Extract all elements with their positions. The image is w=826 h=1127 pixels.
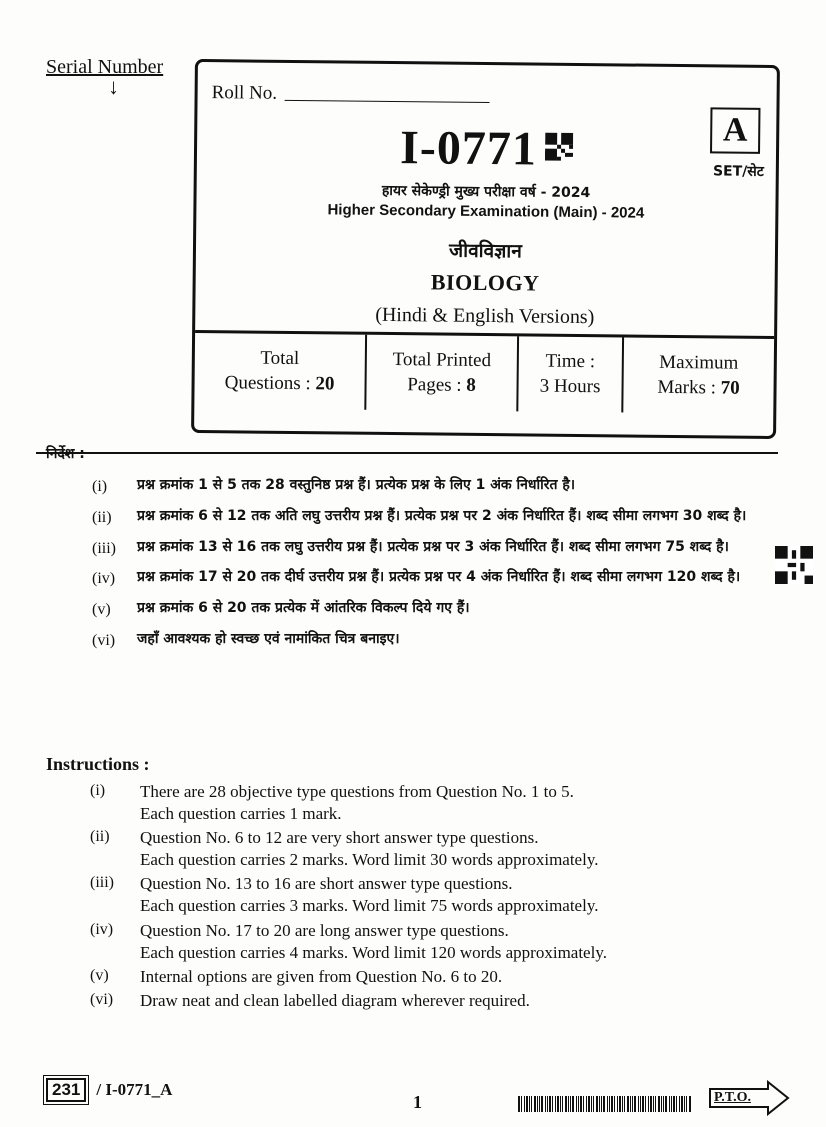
barcode-bar (673, 1096, 675, 1112)
item-number: (ii) (90, 828, 110, 846)
item-line: Each question carries 2 marks. Word limit 30 words approximately. (140, 850, 599, 870)
list-item (90, 920, 740, 964)
set-letter-box: A (710, 107, 760, 154)
list-item (92, 598, 792, 623)
barcode-bar (557, 1096, 559, 1112)
paper-code-text: I-0771 (399, 121, 538, 176)
versions-note: (Hindi & English Versions) (375, 303, 595, 329)
barcode-bar (648, 1096, 649, 1112)
barcode-bar (614, 1096, 615, 1112)
barcode-bar (671, 1096, 672, 1112)
subject-english: BIOLOGY (430, 269, 540, 296)
section-divider (36, 452, 778, 454)
item-text: प्रश्न क्रमांक 6 से 20 तक प्रत्येक में आंतरिक विकल्प दिये गए हैं। (137, 600, 470, 617)
barcode-bar (645, 1096, 646, 1112)
barcode-bar (658, 1096, 660, 1112)
list-item (92, 506, 792, 531)
qr-code-icon (545, 133, 573, 161)
barcode-bar (638, 1096, 639, 1112)
barcode-bar (547, 1096, 548, 1112)
barcode-icon (518, 1096, 694, 1112)
barcode-bar (570, 1096, 571, 1112)
barcode-bar (539, 1096, 540, 1112)
barcode-bar (537, 1096, 538, 1112)
total-pages-value: 8 (466, 374, 476, 396)
header-box (191, 59, 780, 439)
exam-title-hindi: हायर सेकेण्ड्री मुख्य परीक्षा वर्ष - 2024 (381, 182, 591, 202)
qr-code-icon (775, 546, 813, 584)
total-questions-cell (194, 333, 367, 410)
item-number: (v) (92, 601, 111, 619)
list-item (90, 873, 740, 917)
list-item (90, 966, 740, 988)
barcode-bar (596, 1096, 598, 1112)
barcode-bar (560, 1096, 561, 1112)
barcode-bar (521, 1096, 522, 1112)
max-marks-cell (623, 337, 774, 414)
item-text: जहाँ आवश्यक हो स्वच्छ एवं नामांकित चित्र बनाइए। (137, 630, 400, 647)
barcode-bar (622, 1096, 623, 1112)
paper-reference: / I-0771_A (96, 1080, 173, 1099)
barcode-bar (607, 1096, 608, 1112)
item-number: (iii) (90, 874, 114, 892)
barcode-bar (578, 1096, 579, 1112)
item-number: (v) (90, 966, 109, 984)
item-text: प्रश्न क्रमांक 13 से 16 तक लघु उत्तरीय प्रश्न हैं। प्रत्येक प्रश्न पर 3 अंक निर्धारित हैं। शब्द सीमा लगभग 75 शब्द है। (137, 538, 729, 555)
barcode-bar (603, 1096, 605, 1112)
item-number: (iii) (92, 539, 116, 557)
time-cell (518, 336, 624, 412)
item-number: (iv) (90, 920, 114, 938)
item-text: प्रश्न क्रमांक 17 से 20 तक दीर्घ उत्तरीय प्रश्न हैं। प्रत्येक प्रश्न पर 4 अंक निर्धारित हैं। शब्द सीमा लगभग 120 शब्द है। (137, 569, 741, 586)
time-label: Time : (545, 350, 596, 372)
barcode-bar (679, 1096, 680, 1112)
max-marks-value: 70 (720, 376, 740, 399)
barcode-bar (640, 1096, 641, 1112)
barcode-bar (681, 1096, 683, 1112)
page-number: 1 (413, 1092, 422, 1112)
barcode-bar (689, 1096, 691, 1112)
barcode-bar (665, 1096, 667, 1112)
list-item (90, 990, 740, 1012)
item-number: (ii) (92, 508, 112, 526)
barcode-bar (627, 1096, 629, 1112)
barcode-bar (619, 1096, 621, 1112)
barcode-bar (526, 1096, 528, 1112)
total-pages-cell (366, 335, 519, 412)
barcode-bar (650, 1096, 652, 1112)
max-marks-label: Maximum Marks : (657, 351, 739, 398)
barcode-bar (518, 1096, 520, 1112)
barcode-bar (599, 1096, 600, 1112)
barcode-bar (609, 1096, 610, 1112)
booklet-code-box: 231 (46, 1078, 86, 1102)
list-item (92, 629, 792, 654)
list-item (92, 567, 792, 592)
list-item (90, 781, 740, 825)
barcode-bar (617, 1096, 618, 1112)
barcode-bar (583, 1096, 584, 1112)
barcode-bar (588, 1096, 590, 1112)
list-item (92, 537, 792, 562)
item-line: Question No. 17 to 20 are long answer type questions. (140, 920, 509, 940)
footer-paper-code (46, 1078, 172, 1102)
item-line: Draw neat and clean labelled diagram wherever required. (140, 990, 530, 1010)
barcode-bar (524, 1096, 525, 1112)
barcode-bar (663, 1096, 664, 1112)
barcode-bar (572, 1096, 574, 1112)
barcode-bar (541, 1096, 543, 1112)
item-line: There are 28 objective type questions from Question No. 1 to 5. (140, 782, 574, 801)
item-number: (vi) (92, 631, 116, 649)
total-questions-label: Total Questions : (224, 347, 311, 394)
roll-number-label: Roll No. (211, 82, 278, 104)
barcode-bar (580, 1096, 582, 1112)
barcode-bar (642, 1096, 644, 1112)
exam-info-row (194, 330, 774, 414)
roll-number-line (285, 100, 490, 103)
barcode-bar (529, 1096, 530, 1112)
barcode-bar (545, 1096, 546, 1112)
item-line: Each question carries 3 marks. Word limit 75 words approximately. (140, 896, 599, 916)
barcode-bar (562, 1096, 563, 1112)
item-number: (iv) (92, 570, 116, 588)
down-arrow-icon: ↓ (108, 74, 119, 99)
barcode-bar (630, 1096, 631, 1112)
total-pages-label: Total Printed Pages : (392, 348, 492, 396)
barcode-bar (576, 1096, 577, 1112)
subject-hindi: जीवविज्ञान (449, 239, 522, 263)
exam-title-english: Higher Secondary Examination (Main) - 2024 (327, 201, 645, 222)
barcode-bar (624, 1096, 625, 1112)
item-line: Each question carries 1 mark. (140, 804, 342, 824)
barcode-bar (534, 1096, 536, 1112)
barcode-bar (593, 1096, 594, 1112)
barcode-bar (552, 1096, 553, 1112)
barcode-bar (634, 1096, 636, 1112)
barcode-bar (549, 1096, 551, 1112)
item-line: Question No. 13 to 16 are short answer type questions. (140, 874, 513, 894)
barcode-bar (684, 1096, 685, 1112)
hindi-instructions-heading: निर्देश : (46, 446, 85, 462)
time-value: 3 Hours (539, 375, 601, 397)
barcode-bar (653, 1096, 654, 1112)
barcode-bar (565, 1096, 567, 1112)
item-line: Question No. 6 to 12 are very short answer type questions. (140, 828, 539, 848)
barcode-bar (655, 1096, 656, 1112)
barcode-bar (611, 1096, 613, 1112)
barcode-bar (601, 1096, 602, 1112)
paper-code (197, 118, 777, 179)
item-text: प्रश्न क्रमांक 6 से 12 तक अति लघु उत्तरीय प्रश्न हैं। प्रत्येक प्रश्न पर 2 अंक निर्धारित हैं। शब्द सीमा लगभग 30 शब्द है। (137, 507, 747, 524)
roll-number-field (212, 82, 491, 107)
barcode-bar (669, 1096, 670, 1112)
barcode-bar (686, 1096, 687, 1112)
list-item (90, 827, 740, 871)
total-questions-value: 20 (315, 372, 335, 394)
hindi-instructions-list (92, 475, 792, 660)
item-number: (vi) (90, 990, 114, 1008)
item-number: (i) (92, 478, 108, 495)
barcode-bar (568, 1096, 569, 1112)
pto-label: P.T.O. (714, 1090, 751, 1105)
item-text: प्रश्न क्रमांक 1 से 5 तक 28 वस्तुनिष्ठ प्रश्न हैं। प्रत्येक प्रश्न के लिए 1 अंक निर्धारित है। (137, 477, 576, 493)
barcode-bar (632, 1096, 633, 1112)
barcode-bar (586, 1096, 587, 1112)
barcode-bar (531, 1096, 532, 1112)
barcode-bar (555, 1096, 556, 1112)
english-instructions-list (90, 781, 740, 1014)
barcode-bar (661, 1096, 662, 1112)
list-item (92, 475, 792, 500)
item-line: Each question carries 4 marks. Word limit 120 words approximately. (140, 942, 607, 962)
set-label: SET/सेट (712, 163, 764, 180)
serial-number-label: Serial Number (46, 56, 164, 78)
item-number: (i) (90, 782, 106, 799)
item-line: Internal options are given from Question No. 6 to 20. (140, 966, 503, 986)
barcode-bar (591, 1096, 592, 1112)
barcode-bar (676, 1096, 677, 1112)
english-instructions-heading: Instructions : (46, 754, 150, 774)
